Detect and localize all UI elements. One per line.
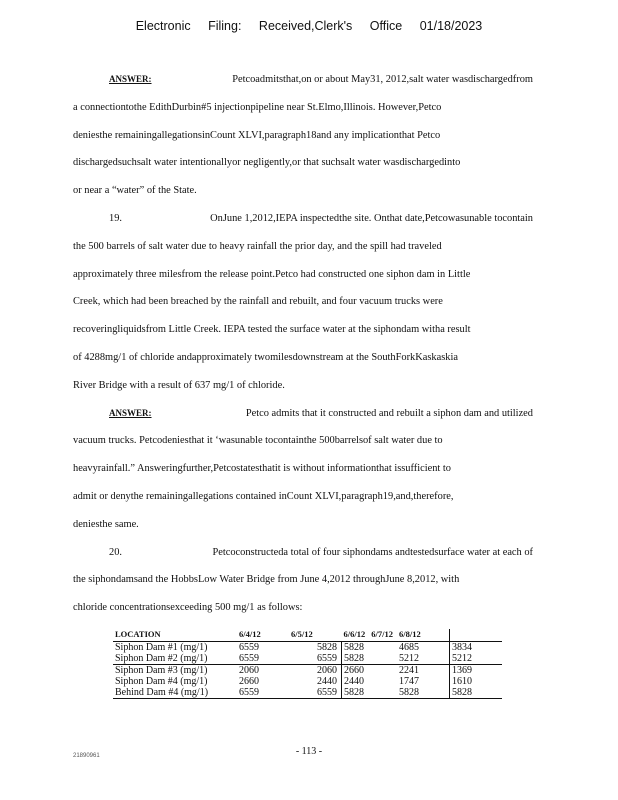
text-line: the 500 barrels of salt water due to heavy rainfall the prior day, and the spill had traveled (73, 240, 442, 252)
table-cell: 2660 (342, 665, 397, 677)
table-cell: Siphon Dam #1 (mg/1) (115, 642, 208, 653)
table-cell: Siphon Dam #4 (mg/1) (115, 676, 208, 687)
text-line: a connectiontothe EdithDurbin#5 injectionpipeline near St.Elmo,Illinois. However,Petco (73, 101, 442, 113)
table-cell: 2241 (397, 665, 450, 677)
table-header-row (113, 629, 502, 642)
table-row (113, 687, 502, 699)
table-row (113, 653, 502, 665)
table-cell: 5212 (398, 653, 419, 664)
paragraph-number: 20. (109, 546, 122, 558)
table-cell: 2440 (342, 676, 397, 687)
table-cell: 6559 (239, 653, 259, 664)
answer-line (73, 66, 533, 94)
table-row (113, 642, 502, 654)
text-line: Petcoadmitsthat,on or about May31, 2012,salt water wasdischargedfrom (232, 74, 533, 85)
table-cell: 2660 (239, 676, 259, 687)
text-line: of 4288mg/1 of chloride andapproximately twomilesdownstream at the SouthForkKaskaskia (73, 351, 458, 363)
table-cell: 5828 (317, 642, 337, 653)
table-cell: 5212 (449, 653, 502, 665)
answer-line (73, 400, 533, 428)
table-cell: 2060 (237, 665, 289, 677)
document-body (73, 66, 533, 622)
table-cell: 1610 (449, 676, 502, 687)
text-line: Petco admits that it constructed and rebuilt a siphon dam and utilized (245, 407, 533, 419)
header-received: Received,Clerk's (258, 19, 353, 33)
table-cell: Siphon Dam #3 (mg/1) (113, 665, 237, 677)
header-electronic: Electronic (135, 19, 191, 33)
column-header: 6/8/12 (397, 629, 450, 642)
header-date: 01/18/2023 (419, 19, 483, 33)
header-office: Office (369, 19, 403, 33)
table-cell: 4685 (398, 642, 419, 653)
text-line: vacuum trucks. Petcodeniesthat it ‘wasunable tocontainthe 500barrelsof salt water due to (73, 435, 443, 447)
table-cell: 5828 (449, 687, 502, 699)
answer-label: ANSWER: (109, 74, 152, 84)
column-header: 6/7/12 (369, 629, 397, 642)
table-cell: 5828 (342, 687, 397, 699)
table-row (113, 676, 502, 687)
text-line: Petcoconstructeda total of four siphondams andtestedsurface water at each of (212, 546, 533, 558)
header-filing: Filing: (208, 19, 242, 33)
paragraph-20-first-line (73, 539, 533, 567)
text-line: deniesthe same. (73, 518, 139, 530)
text-line: Creek, which had been breached by the rainfall and rebuilt, and four vacuum trucks were (73, 296, 443, 308)
column-header: 6/5/12 (289, 629, 342, 642)
table-cell: Behind Dam #4 (mg/1) (113, 687, 237, 699)
table-cell: 5828 (342, 642, 397, 654)
column-header (449, 629, 502, 642)
column-header: 6/6/12 (342, 629, 370, 642)
table-cell: 3834 (449, 642, 502, 654)
text-line: or near a “water” of the State. (73, 185, 197, 197)
text-line: the siphondamsand the HobbsLow Water Bridge from June 4,2012 throughJune 8,2012, with (73, 574, 460, 586)
text-line: River Bridge with a result of 637 mg/1 of chloride. (73, 379, 285, 391)
column-header: LOCATION (113, 629, 237, 642)
paragraph-number: 19. (109, 212, 122, 224)
text-line: deniesthe remainingallegationsinCount XLVI,paragraph18and any implicationthat Petco (73, 129, 441, 141)
filing-header (0, 19, 618, 33)
table-cell: 6559 (237, 687, 289, 699)
document-id: 21890961 (73, 753, 100, 759)
text-line: chloride concentrationsexceeding 500 mg/1 as follows: (73, 602, 303, 614)
table-cell: 2060 (289, 665, 342, 677)
text-line: dischargedsuchsalt water intentionallyor negligently,or that suchsalt water wasdischargedinto (73, 157, 461, 169)
page-number: - 113 - (295, 746, 323, 757)
text-line: admit or denythe remainingallegations contained inCount XLVI,paragraph19,and,therefore, (73, 490, 454, 502)
text-line: OnJune 1,2012,IEPA inspectedthe site. Onthat date,Petcowasunable tocontain (210, 212, 533, 224)
paragraph-19-first-line (73, 205, 533, 233)
table-cell: 5828 (342, 653, 397, 665)
table-cell: 1369 (449, 665, 502, 677)
table-cell: 5828 (397, 687, 450, 699)
column-header: 6/4/12 (237, 629, 289, 642)
answer-label: ANSWER: (109, 407, 152, 418)
table-cell: 6559 (289, 687, 342, 699)
table-cell: 1747 (398, 676, 419, 687)
table-cell: Siphon Dam #2 (mg/1) (115, 653, 208, 664)
table-row (113, 665, 502, 677)
text-line: heavyrainfall.” Answeringfurther,Petcostatesthatit is without informationthat issufficient to (73, 463, 451, 475)
text-line: approximately three milesfrom the release point.Petco had constructed one siphon dam in Little (73, 268, 471, 280)
text-line: recoveringliquidsfrom Little Creek. IEPA tested the surface water at the siphondam witha result (73, 324, 471, 336)
chloride-table (113, 629, 502, 699)
table-cell: 6559 (317, 653, 337, 664)
table-cell: 6559 (239, 642, 259, 653)
table-cell: 2440 (317, 676, 337, 687)
